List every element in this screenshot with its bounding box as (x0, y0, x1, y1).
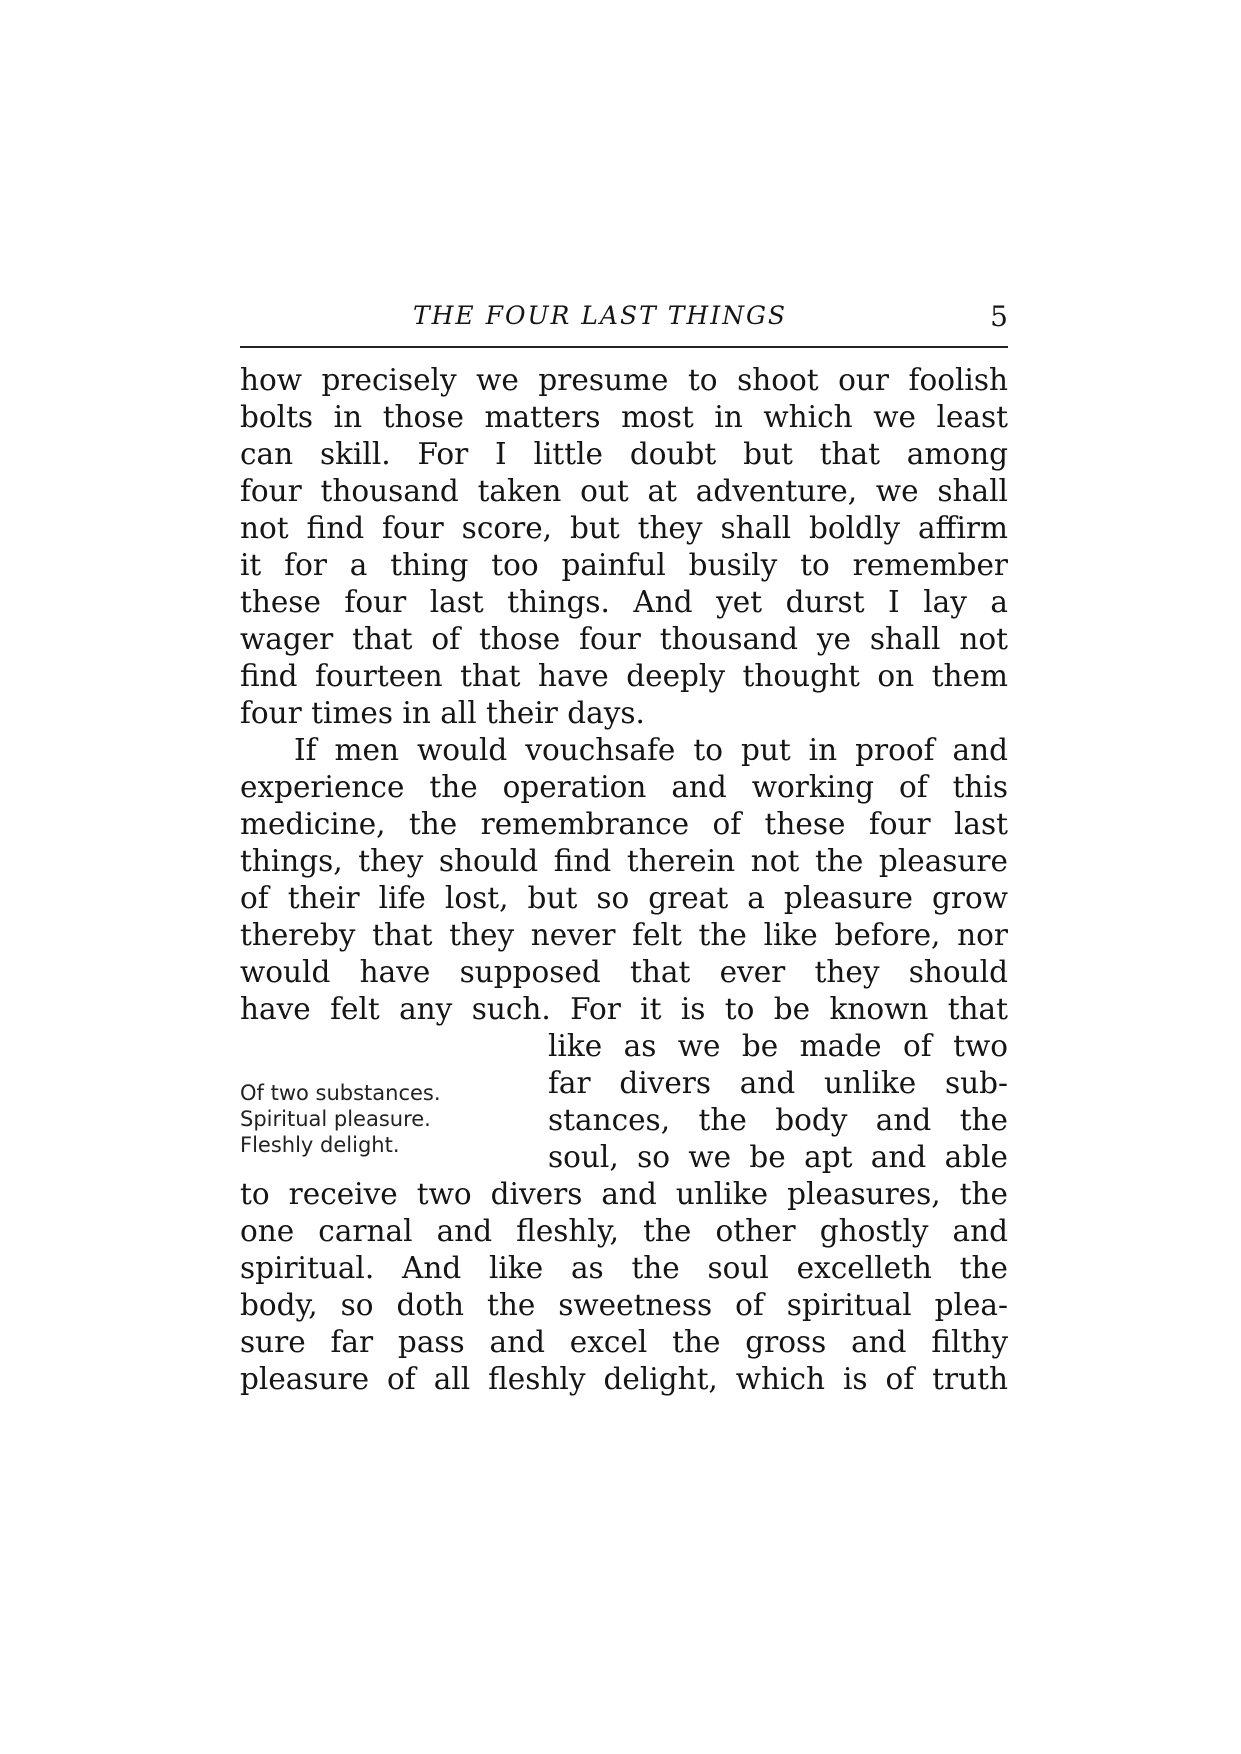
text-line: If men would vouchsafe to put in proof and (294, 733, 1008, 767)
sidenote: Of two substances. (240, 1081, 441, 1105)
text-line: wager that of those four thousand ye shall not (240, 622, 1008, 656)
text-line: it for a thing too painful busily to remember (240, 548, 1008, 582)
page-number: 5 (990, 300, 1008, 333)
text-line: how precisely we presume to shoot our foolish (240, 363, 1008, 397)
running-head (240, 298, 1008, 338)
sidenote: Spiritual pleasure. (240, 1107, 431, 1131)
text-line: have felt any such. For it is to be known that (240, 992, 1008, 1026)
text-line: one carnal and fleshly, the other ghostly and (240, 1214, 1008, 1248)
text-line: thereby that they never felt the like before, nor (240, 918, 1008, 952)
text-line: these four last things. And yet durst I lay a (240, 585, 1008, 619)
text-line: experience the operation and working of this (240, 770, 1008, 804)
text-line: like as we be made of two (548, 1029, 1008, 1063)
header-rule (240, 346, 1008, 348)
text-line: four thousand taken out at adventure, we shall (240, 474, 1008, 508)
text-line: not find four score, but they shall boldly affirm (240, 511, 1008, 545)
text-line: bolts in those matters most in which we least (240, 400, 1008, 434)
text-line: sure far pass and excel the gross and filthy (240, 1325, 1008, 1359)
text-line: things, they should find therein not the pleasure (240, 844, 1008, 878)
text-line: to receive two divers and unlike pleasures, the (240, 1177, 1008, 1211)
text-line: body, so doth the sweetness of spiritual plea- (240, 1288, 1008, 1322)
text-line: can skill. For I little doubt but that among (240, 437, 1008, 471)
text-line: four times in all their days. (240, 696, 645, 730)
running-title: THE FOUR LAST THINGS (412, 301, 788, 330)
text-line: spiritual. And like as the soul excelleth the (240, 1251, 1008, 1285)
text-line: soul, so we be apt and able (548, 1140, 1008, 1174)
text-line: would have supposed that ever they should (240, 955, 1008, 989)
text-line: medicine, the remembrance of these four last (240, 807, 1008, 841)
sidenote: Fleshly delight. (240, 1133, 400, 1157)
text-line: far divers and unlike sub- (548, 1066, 1008, 1100)
text-line: pleasure of all fleshly delight, which is of truth (240, 1362, 1008, 1396)
text-line: find fourteen that have deeply thought on them (240, 659, 1008, 693)
text-line: of their life lost, but so great a pleasure grow (240, 881, 1008, 915)
text-line: stances, the body and the (548, 1103, 1008, 1137)
